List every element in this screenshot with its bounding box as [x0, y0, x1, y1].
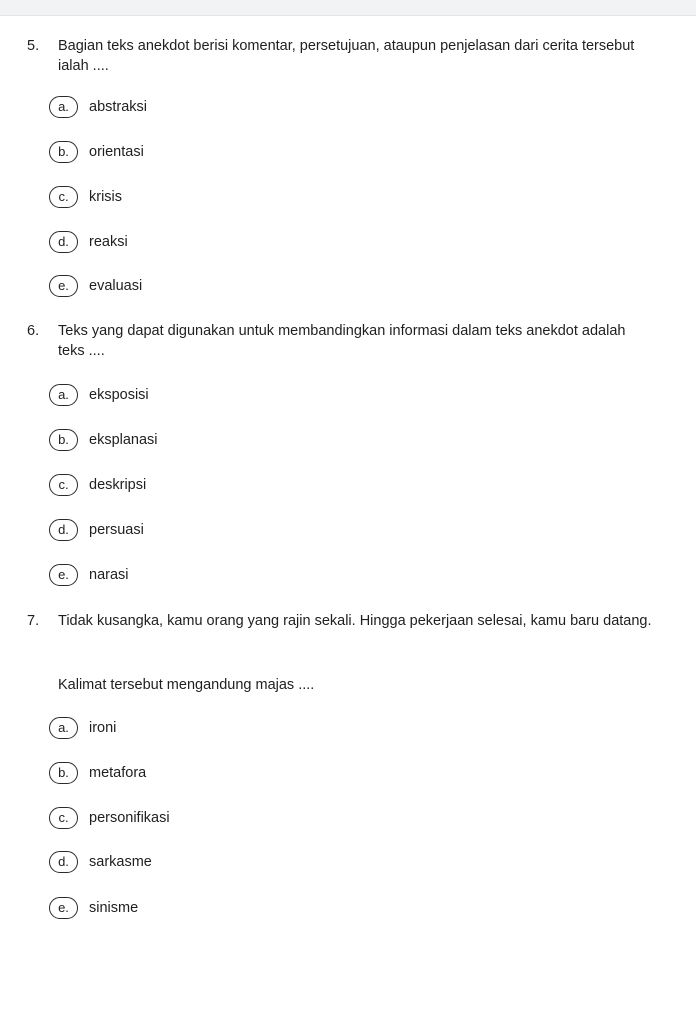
option-letter-badge: e.: [49, 564, 78, 586]
browser-top-bar: [0, 0, 696, 16]
option-7c[interactable]: [49, 807, 349, 831]
option-label: sinisme: [89, 900, 139, 916]
option-label: metafora: [89, 765, 147, 781]
option-5a[interactable]: [49, 96, 349, 120]
option-7d[interactable]: [49, 851, 349, 875]
option-5b[interactable]: [49, 141, 349, 165]
option-label: abstraksi: [89, 99, 148, 115]
option-label: reaksi: [89, 234, 128, 250]
option-7a[interactable]: [49, 717, 349, 741]
option-6c[interactable]: [49, 474, 349, 498]
option-label: orientasi: [89, 144, 144, 160]
option-6b[interactable]: [49, 429, 349, 453]
option-letter-badge: e.: [49, 275, 78, 297]
option-5d[interactable]: [49, 231, 349, 255]
question-number: 6.: [27, 323, 40, 339]
question-number: 5.: [27, 38, 40, 54]
option-letter-badge: c.: [49, 474, 78, 496]
option-label: persuasi: [89, 522, 144, 538]
question-number: 7.: [27, 613, 40, 629]
option-6d[interactable]: [49, 519, 349, 543]
option-letter-badge: b.: [49, 429, 78, 451]
option-6e[interactable]: [49, 564, 349, 588]
option-label: krisis: [89, 189, 123, 205]
option-7b[interactable]: [49, 762, 349, 786]
option-letter-badge: c.: [49, 807, 78, 829]
option-label: eksplanasi: [89, 432, 158, 448]
option-letter-badge: c.: [49, 186, 78, 208]
option-label: eksposisi: [89, 387, 149, 403]
option-letter-badge: a.: [49, 384, 78, 406]
option-letter-badge: a.: [49, 96, 78, 118]
option-6a[interactable]: [49, 384, 349, 408]
option-label: personifikasi: [89, 810, 170, 826]
question-text: Tidak kusangka, kamu orang yang rajin sekali. Hingga pekerjaan selesai, kamu baru datang.: [58, 613, 652, 629]
question-text: Bagian teks anekdot berisi komentar, persetujuan, ataupun penjelasan dari cerita tersebut ialah ....: [58, 38, 635, 74]
option-letter-badge: d.: [49, 231, 78, 253]
option-label: evaluasi: [89, 278, 143, 294]
option-label: narasi: [89, 567, 129, 583]
option-letter-badge: d.: [49, 851, 78, 873]
option-label: deskripsi: [89, 477, 147, 493]
option-label: sarkasme: [89, 854, 152, 870]
question-text: Teks yang dapat digunakan untuk membandingkan informasi dalam teks anekdot adalah teks ....: [58, 323, 626, 359]
option-5c[interactable]: [49, 186, 349, 210]
option-letter-badge: b.: [49, 762, 78, 784]
option-letter-badge: d.: [49, 519, 78, 541]
option-7e[interactable]: [49, 897, 349, 921]
option-5e[interactable]: [49, 275, 349, 299]
option-letter-badge: e.: [49, 897, 78, 919]
question-subtext: Kalimat tersebut mengandung majas ....: [58, 677, 315, 693]
option-letter-badge: b.: [49, 141, 78, 163]
option-letter-badge: a.: [49, 717, 78, 739]
option-label: ironi: [89, 720, 117, 736]
